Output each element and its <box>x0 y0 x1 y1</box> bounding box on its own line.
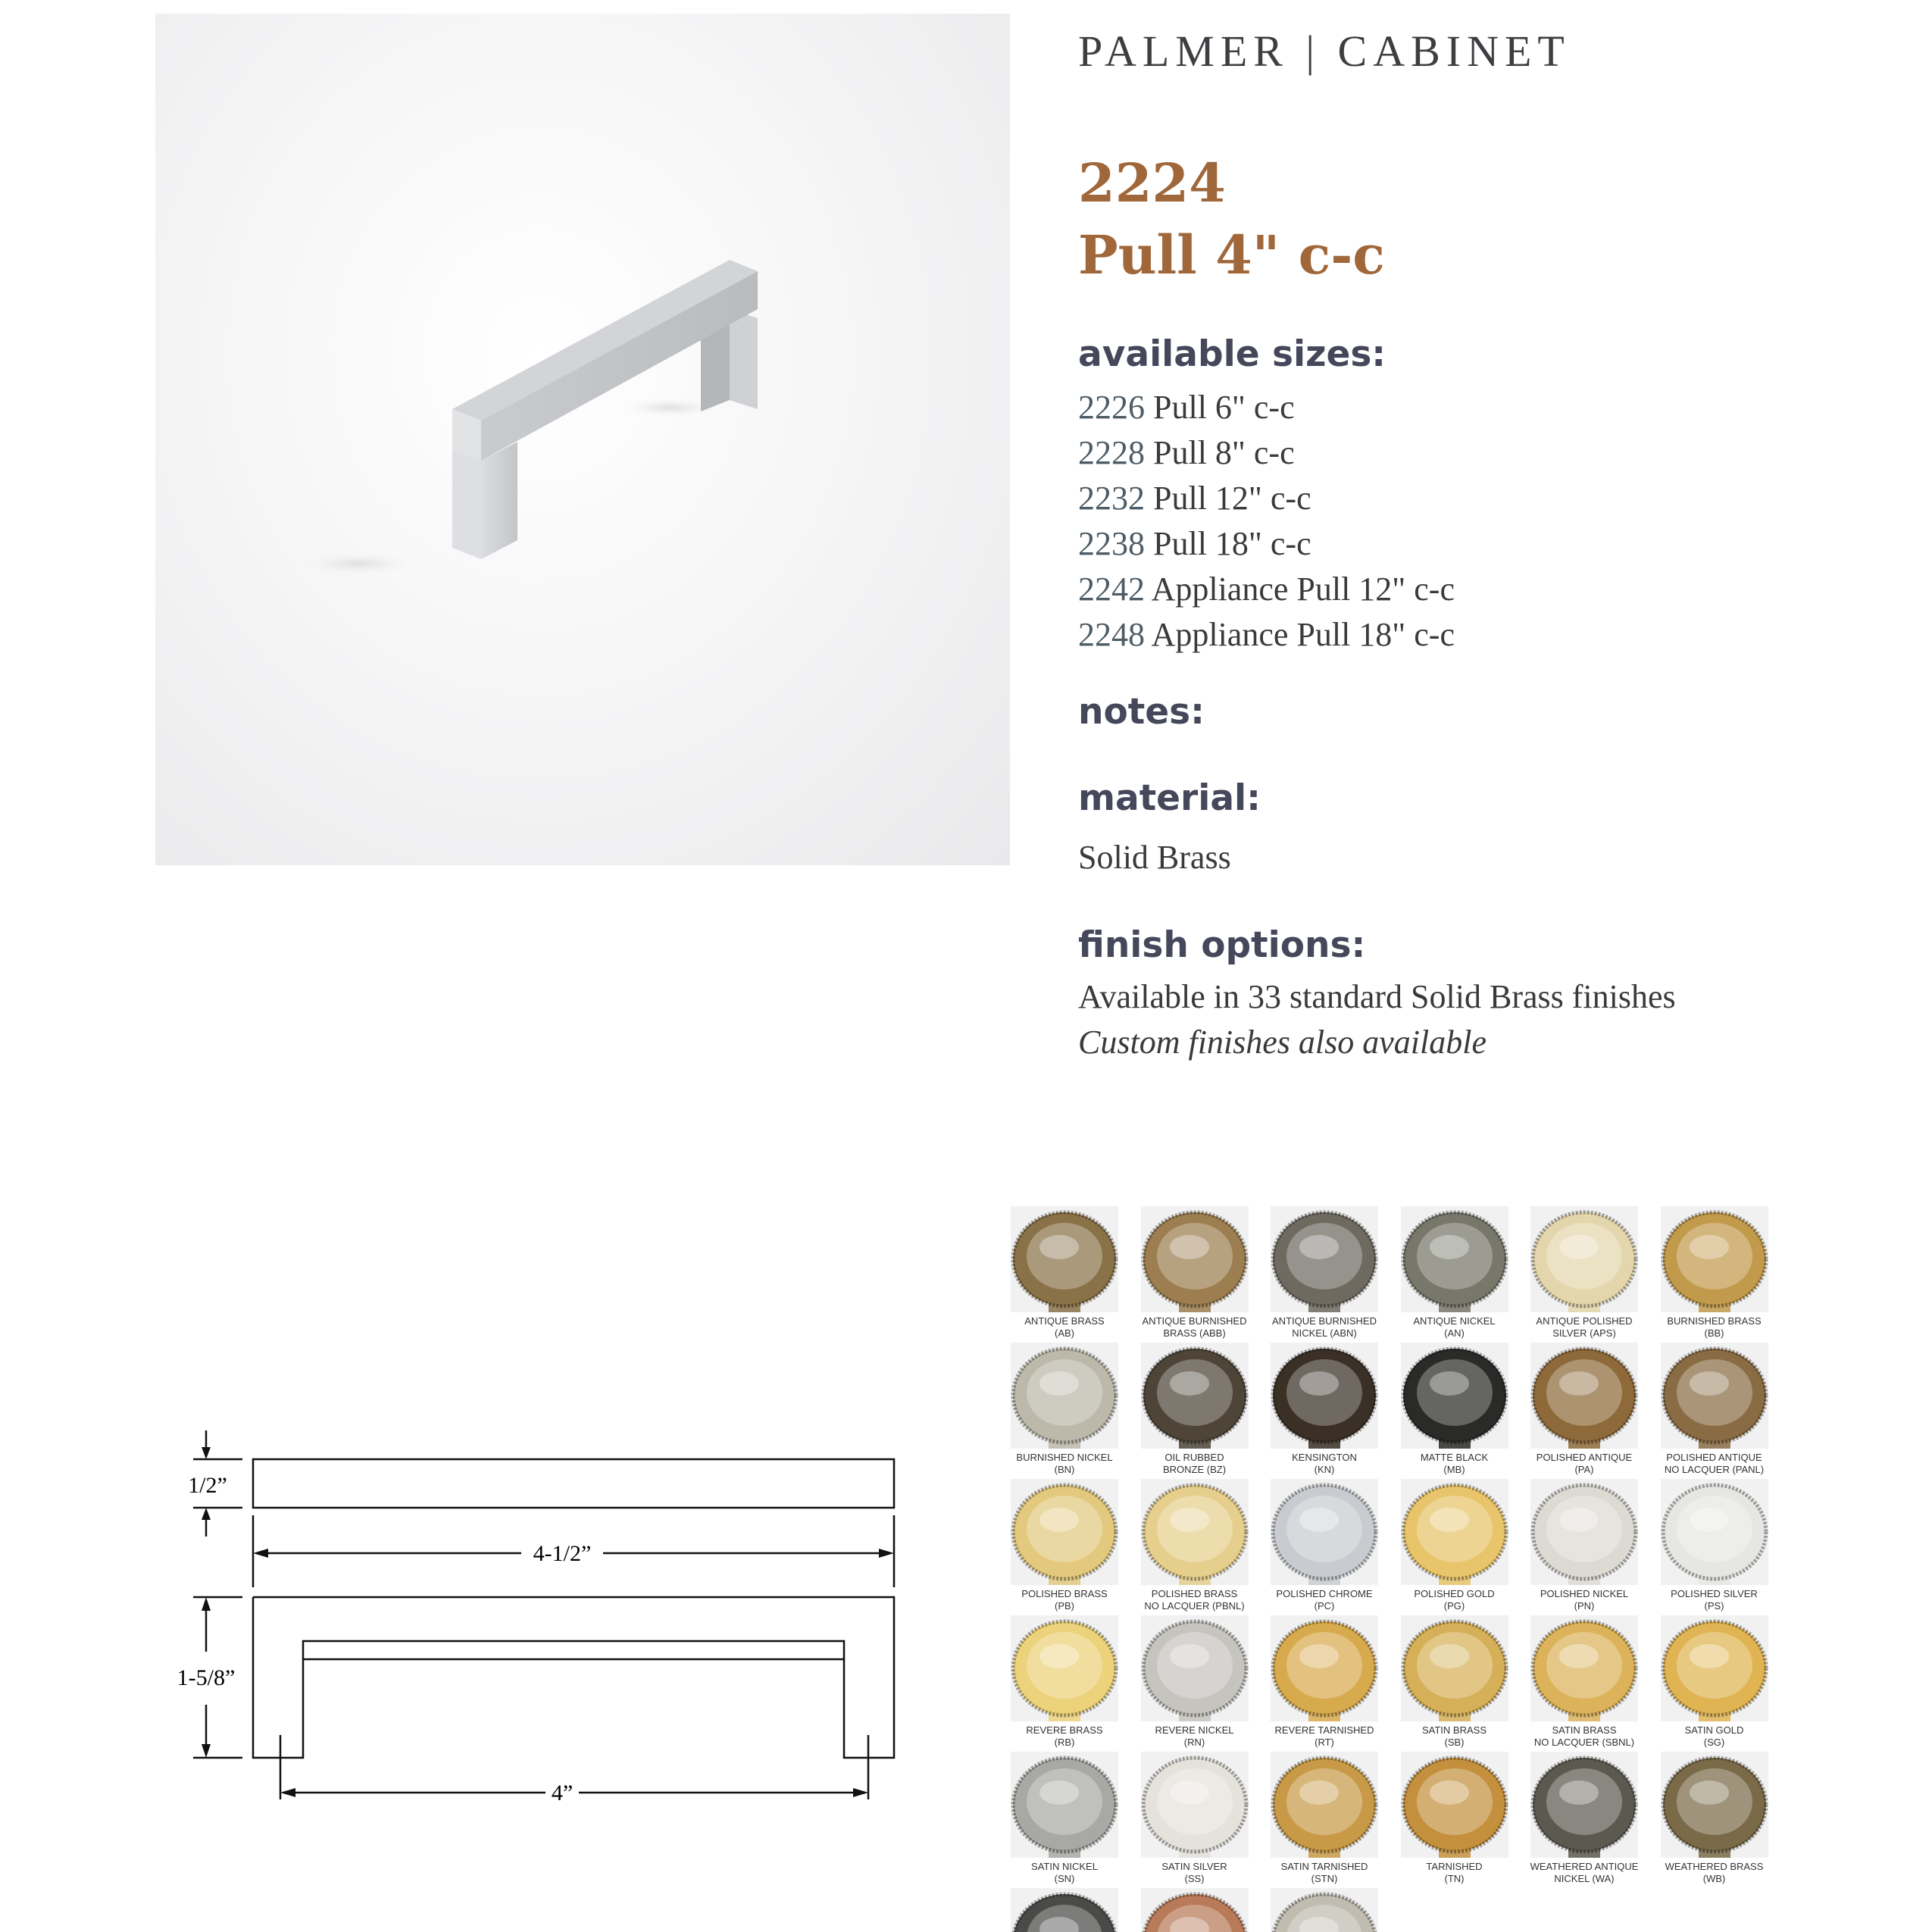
finish-label: POLISHED ANTIQUE (PA) <box>1536 1452 1633 1475</box>
finish-swatch <box>1401 1615 1508 1749</box>
material-value: Solid Brass <box>1078 839 1231 876</box>
size-number: 2248 <box>1078 616 1145 653</box>
knob-image <box>1011 1479 1118 1585</box>
finish-label: OIL RUBBED BRONZE (BZ) <box>1162 1452 1227 1475</box>
knob-image <box>1011 1888 1118 1932</box>
finish-label: SATIN BRASS (SB) <box>1421 1724 1487 1748</box>
product-photo <box>155 14 1010 865</box>
finish-label: REVERE BRASS (RB) <box>1026 1724 1103 1748</box>
knob-image <box>1530 1752 1638 1858</box>
top-view-outline <box>253 1459 894 1508</box>
finish-swatch <box>1271 1206 1378 1340</box>
finish-swatch <box>1271 1479 1378 1612</box>
size-item <box>1078 385 1455 430</box>
cabinet-pull-illustration <box>155 14 1010 865</box>
knob-image <box>1271 1752 1378 1858</box>
finish-swatch <box>1141 1479 1249 1612</box>
finish-swatch <box>1530 1343 1638 1476</box>
knob-image <box>1530 1479 1638 1585</box>
knob-image <box>1661 1479 1768 1585</box>
size-item <box>1078 567 1455 612</box>
finish-label: POLISHED BRASS (PB) <box>1021 1588 1108 1612</box>
size-label: Pull 18" c-c <box>1153 525 1311 562</box>
finish-label: WEATHERED ANTIQUE NICKEL (WA) <box>1530 1861 1639 1884</box>
knob-image <box>1271 1888 1378 1932</box>
knob-image <box>1661 1206 1768 1312</box>
dim-overall-length: 4-1/2” <box>533 1541 592 1566</box>
finish-swatch <box>1661 1206 1768 1340</box>
dimension-drawing <box>152 1417 955 1841</box>
finish-label: WEATHERED BRASS (WB) <box>1665 1861 1764 1884</box>
finish-swatch <box>1401 1343 1508 1476</box>
finish-label: POLISHED NICKEL (PN) <box>1540 1588 1629 1612</box>
brand-title: PALMER | CABINET <box>1078 27 1571 76</box>
finish-swatch <box>1011 1615 1118 1749</box>
finish-label: KENSINGTON (KN) <box>1292 1452 1357 1475</box>
knob-image <box>1401 1343 1508 1449</box>
knob-image <box>1271 1343 1378 1449</box>
size-number: 2232 <box>1078 480 1145 517</box>
size-number: 2242 <box>1078 571 1145 608</box>
knob-image <box>1530 1615 1638 1721</box>
finish-label: ANTIQUE BRASS (AB) <box>1024 1315 1105 1339</box>
finish-swatch <box>1661 1752 1768 1885</box>
knob-image <box>1271 1615 1378 1721</box>
size-number: 2226 <box>1078 389 1145 426</box>
knob-image <box>1011 1752 1118 1858</box>
knob-image <box>1141 1343 1249 1449</box>
dim-height-top: 1/2” <box>188 1473 227 1498</box>
finish-swatch <box>1011 1888 1118 1932</box>
knob-image <box>1271 1206 1378 1312</box>
finish-label: MATTE BLACK (MB) <box>1420 1452 1489 1475</box>
size-label: Pull 6" c-c <box>1153 389 1295 426</box>
sizes-list <box>1078 385 1455 658</box>
finish-swatch <box>1141 1206 1249 1340</box>
size-label: Appliance Pull 18" c-c <box>1151 616 1455 653</box>
size-label: Appliance Pull 12" c-c <box>1151 571 1455 608</box>
knob-image <box>1141 1888 1249 1932</box>
finish-swatch <box>1530 1752 1638 1885</box>
finish-swatch <box>1401 1206 1508 1340</box>
knob-image <box>1661 1752 1768 1858</box>
knob-image <box>1401 1206 1508 1312</box>
finish-label: POLISHED CHROME (PC) <box>1276 1588 1373 1612</box>
available-sizes-heading: available sizes: <box>1078 333 1386 375</box>
size-number: 2238 <box>1078 525 1145 562</box>
finish-label: ANTIQUE POLISHED SILVER (APS) <box>1536 1315 1633 1339</box>
finish-swatch <box>1661 1615 1768 1749</box>
finish-label: POLISHED SILVER (PS) <box>1671 1588 1758 1612</box>
dim-center-to-center: 4” <box>551 1780 574 1805</box>
knob-image <box>1401 1615 1508 1721</box>
finish-swatch <box>1271 1615 1378 1749</box>
finish-swatch <box>1401 1752 1508 1885</box>
finish-label: ANTIQUE NICKEL (AN) <box>1413 1315 1496 1339</box>
knob-image <box>1661 1343 1768 1449</box>
finish-label: POLISHED BRASS NO LACQUER (PBNL) <box>1144 1588 1245 1612</box>
finish-label: REVERE NICKEL (RN) <box>1155 1724 1234 1748</box>
finish-swatch <box>1401 1479 1508 1612</box>
finish-swatch <box>1271 1888 1378 1932</box>
finish-swatch <box>1011 1343 1118 1476</box>
finish-label: SATIN GOLD (SG) <box>1684 1724 1744 1748</box>
knob-image <box>1530 1206 1638 1312</box>
finish-label: TARNISHED (TN) <box>1426 1861 1483 1884</box>
finish-swatch <box>1141 1752 1249 1885</box>
finish-swatch <box>1011 1206 1118 1340</box>
finish-label: ANTIQUE BURNISHED NICKEL (ABN) <box>1272 1315 1377 1339</box>
knob-image <box>1141 1752 1249 1858</box>
size-item <box>1078 612 1455 658</box>
finish-swatch-grid <box>1011 1206 1768 1932</box>
knob-image <box>1401 1752 1508 1858</box>
finish-swatch <box>1141 1343 1249 1476</box>
finish-swatch <box>1271 1343 1378 1476</box>
finish-label: SATIN SILVER (SS) <box>1161 1861 1227 1884</box>
size-label: Pull 12" c-c <box>1153 480 1311 517</box>
size-number: 2228 <box>1078 434 1145 471</box>
finish-label: SATIN NICKEL (SN) <box>1031 1861 1098 1884</box>
custom-finishes-note: Custom finishes also available <box>1078 1024 1487 1061</box>
material-heading: material: <box>1078 777 1261 819</box>
finish-swatch <box>1661 1479 1768 1612</box>
finish-swatch <box>1141 1615 1249 1749</box>
finish-swatch <box>1011 1752 1118 1885</box>
finish-label: SATIN BRASS NO LACQUER (SBNL) <box>1533 1724 1635 1748</box>
knob-image <box>1271 1479 1378 1585</box>
knob-image <box>1530 1343 1638 1449</box>
knob-image <box>1141 1479 1249 1585</box>
finish-label: REVERE TARNISHED (RT) <box>1274 1724 1374 1748</box>
finish-swatch <box>1530 1206 1638 1340</box>
finish-label: BURNISHED BRASS (BB) <box>1667 1315 1762 1339</box>
size-item <box>1078 521 1455 567</box>
finish-swatch <box>1011 1479 1118 1612</box>
finish-label: POLISHED GOLD (PG) <box>1414 1588 1495 1612</box>
finish-label: SATIN TARNISHED (STN) <box>1280 1861 1368 1884</box>
knob-image <box>1011 1343 1118 1449</box>
knob-image <box>1141 1615 1249 1721</box>
knob-image <box>1011 1206 1118 1312</box>
finish-label: ANTIQUE BURNISHED BRASS (ABB) <box>1142 1315 1247 1339</box>
product-name: Pull 4" c-c <box>1078 224 1385 286</box>
size-item <box>1078 476 1455 521</box>
knob-image <box>1141 1206 1249 1312</box>
finish-label: BURNISHED NICKEL (BN) <box>1016 1452 1113 1475</box>
finish-swatch <box>1141 1888 1249 1932</box>
finish-swatch <box>1271 1752 1378 1885</box>
product-number: 2224 <box>1078 152 1226 214</box>
finish-label: POLISHED ANTIQUE NO LACQUER (PANL) <box>1664 1452 1765 1475</box>
finish-options-text: Available in 33 standard Solid Brass finishes <box>1078 978 1676 1015</box>
finish-options-heading: finish options: <box>1078 924 1366 966</box>
notes-heading: notes: <box>1078 691 1205 733</box>
finish-swatch <box>1530 1615 1638 1749</box>
dim-height-side: 1-5/8” <box>177 1665 236 1690</box>
knob-image <box>1401 1479 1508 1585</box>
knob-image <box>1661 1615 1768 1721</box>
front-view-outline <box>253 1597 894 1758</box>
finish-swatch <box>1530 1479 1638 1612</box>
size-label: Pull 8" c-c <box>1153 434 1295 471</box>
knob-image <box>1011 1615 1118 1721</box>
finish-swatch <box>1661 1343 1768 1476</box>
size-item <box>1078 430 1455 476</box>
